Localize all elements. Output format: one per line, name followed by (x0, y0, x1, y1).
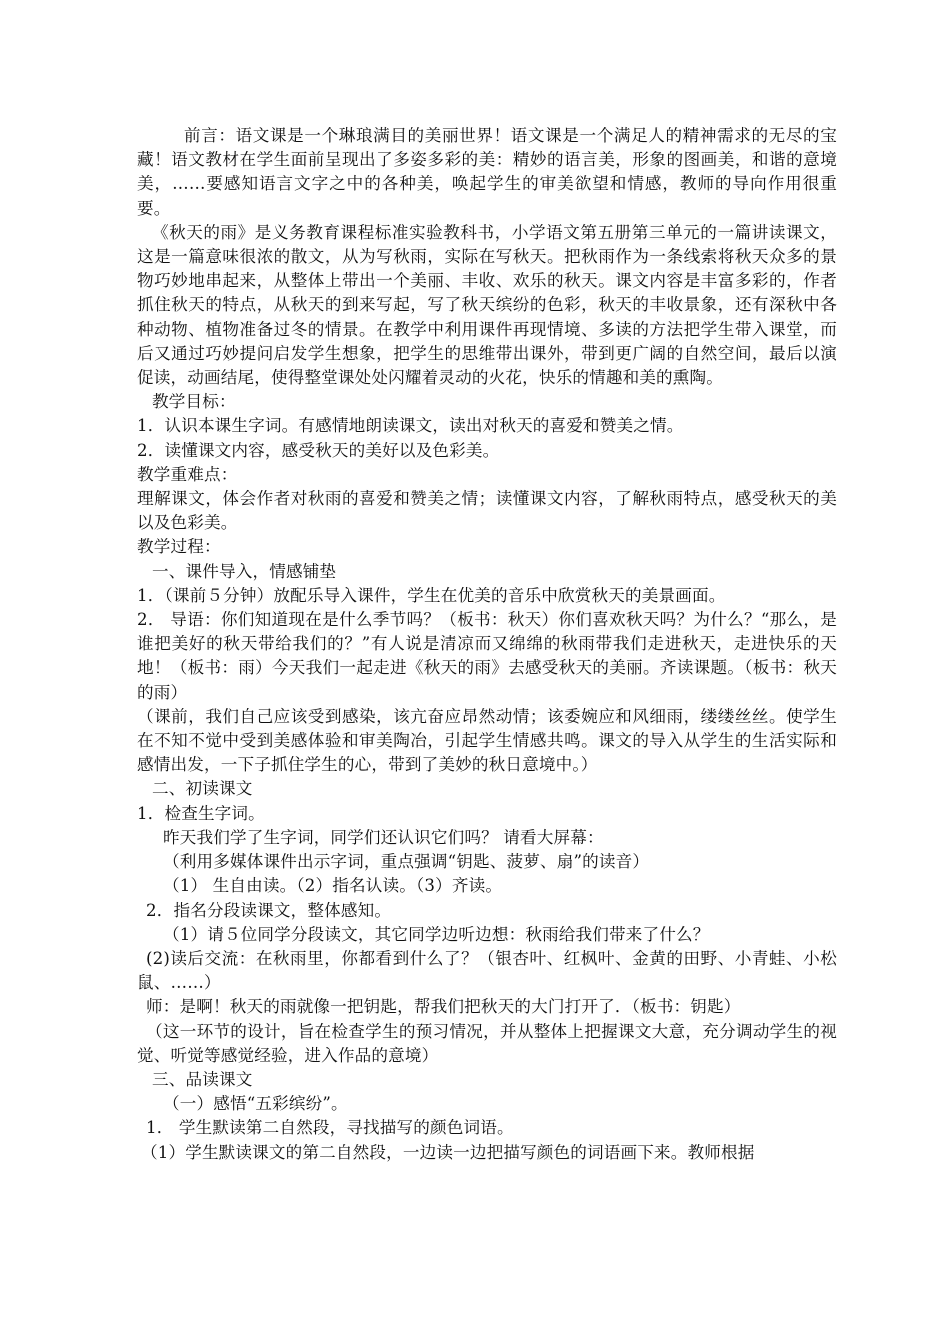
step-2-item-1: 1．检查生字词。 (137, 803, 265, 823)
document-body (137, 124, 837, 1165)
step-2-item-2-sub-2: (2)读后交流：在秋雨里，你都看到什么了？（银杏叶、红枫叶、金黄的田野、小青蛙、小松鼠、……） (137, 948, 837, 993)
step-2-item-1-actions: （1） 生自由读。（2）指名认读。（3）齐读。 (163, 876, 503, 896)
step-heading-2: 二、初读课文 (152, 779, 253, 799)
section-heading-process: 教学过程： (137, 537, 221, 557)
step-1-item-1: 1．（课前５分钟）放配乐导入课件，学生在优美的音乐中欣赏秋天的美景画面。 (137, 585, 726, 605)
step-2-item-2: 2．指名分段读课文，整体感知。 (146, 900, 392, 920)
step-heading-1: 一、课件导入，情感铺垫 (152, 561, 337, 581)
step-heading-3: 三、品读课文 (152, 1069, 253, 1089)
step-2-item-2-sub-1: （1）请５位同学分段读文，其它同学边听边想：秋雨给我们带来了什么？ (163, 924, 710, 944)
preface-paragraph: 前言：语文课是一个琳琅满目的美丽世界！语文课是一个满足人的精神需求的无尽的宝藏！语文教材在学生面前呈现出了多姿多彩的美：精妙的语言美，形象的图画美，和谐的意境美，……要感知语言文字之中的各种美，唤起学生的审美欲望和情感，教师的导向作用很重要。 (137, 126, 837, 218)
key-points-paragraph: 理解课文，体会作者对秋雨的喜爱和赞美之情；读懂课文内容，了解秋雨特点，感受秋天的美以及色彩美。 (137, 489, 837, 533)
objective-item-1: 1．认识本课生字词。有感情地朗读课文，读出对秋天的喜爱和赞美之情。 (137, 416, 684, 436)
step-1-item-2: 2． 导语：你们知道现在是什么季节吗？（板书：秋天）你们喜欢秋天吗？为什么？“那么，是谁把美好的秋天带给我们的？”有人说是清凉而又绵绵的秋雨带我们走进秋天，走进快乐的天地！（板书：雨）今天我们一起走进《秋天的雨》去感受秋天的美丽。齐读课题。（板书：秋天的雨） (137, 610, 837, 702)
step-3-item-1: 1． 学生默读第二自然段，寻找描写的颜色词语。 (146, 1118, 514, 1138)
section-heading-objectives: 教学目标： (152, 392, 236, 412)
objective-item-2: 2．读懂课文内容，感受秋天的美好以及色彩美。 (137, 440, 500, 460)
teacher-remark: 师：是啊！秋天的雨就像一把钥匙，帮我们把秋天的大门打开了．（板书：钥匙） (146, 997, 741, 1017)
lesson-intro-paragraph: 《秋天的雨》是义务教育课程标准实验教科书，小学语文第五册第三单元的一篇讲读课文，这是一篇意味很浓的散文，从为写秋雨，实际在写秋天。把秋雨作为一条线索将秋天众多的景物巧妙地串起来，从整体上带出一个美丽、丰收、欢乐的秋天。课文内容是丰富多彩的，作者抓住秋天的特点，从秋天的到来写起，写了秋天缤纷的色彩，秋天的丰收景象，还有深秋中各种动物、植物准备过冬的情景。在教学中利用课件再现情境、多读的方法把学生带入课堂，而后又通过巧妙提问启发学生想象，把学生的思维带出课外，带到更广阔的自然空间，最后以演促读，动画结尾，使得整堂课处处闪耀着灵动的火花，快乐的情趣和美的熏陶。 (137, 222, 837, 388)
step-1-note: （课前，我们自己应该受到感染，该亢奋应昂然动情；该委婉应和风细雨，缕缕丝丝。使学生在不知不觉中受到美感体验和审美陶冶，引起学生情感共鸣。课文的导入从学生的生活实际和感情出发，一下子抓住学生的心，带到了美妙的秋日意境中。） (137, 706, 837, 775)
step-3-subheading-1: （一）感悟“五彩缤纷”。 (163, 1094, 348, 1114)
step-2-note: （这一环节的设计，旨在检查学生的预习情况，并从整体上把握课文大意，充分调动学生的视觉、听觉等感觉经验，进入作品的意境） (137, 1021, 837, 1065)
step-3-item-1-sub-1: （1）学生默读课文的第二自然段，一边读一边把描写颜色的词语画下来。教师根据 (141, 1142, 755, 1162)
step-2-item-1-text: 昨天我们学了生字词，同学们还认识它们吗？ 请看大屏幕： (163, 827, 604, 847)
section-heading-key-points: 教学重难点： (137, 464, 238, 484)
step-2-item-1-note: （利用多媒体课件出示字词，重点强调“钥匙、菠萝、扇”的读音） (163, 852, 650, 872)
